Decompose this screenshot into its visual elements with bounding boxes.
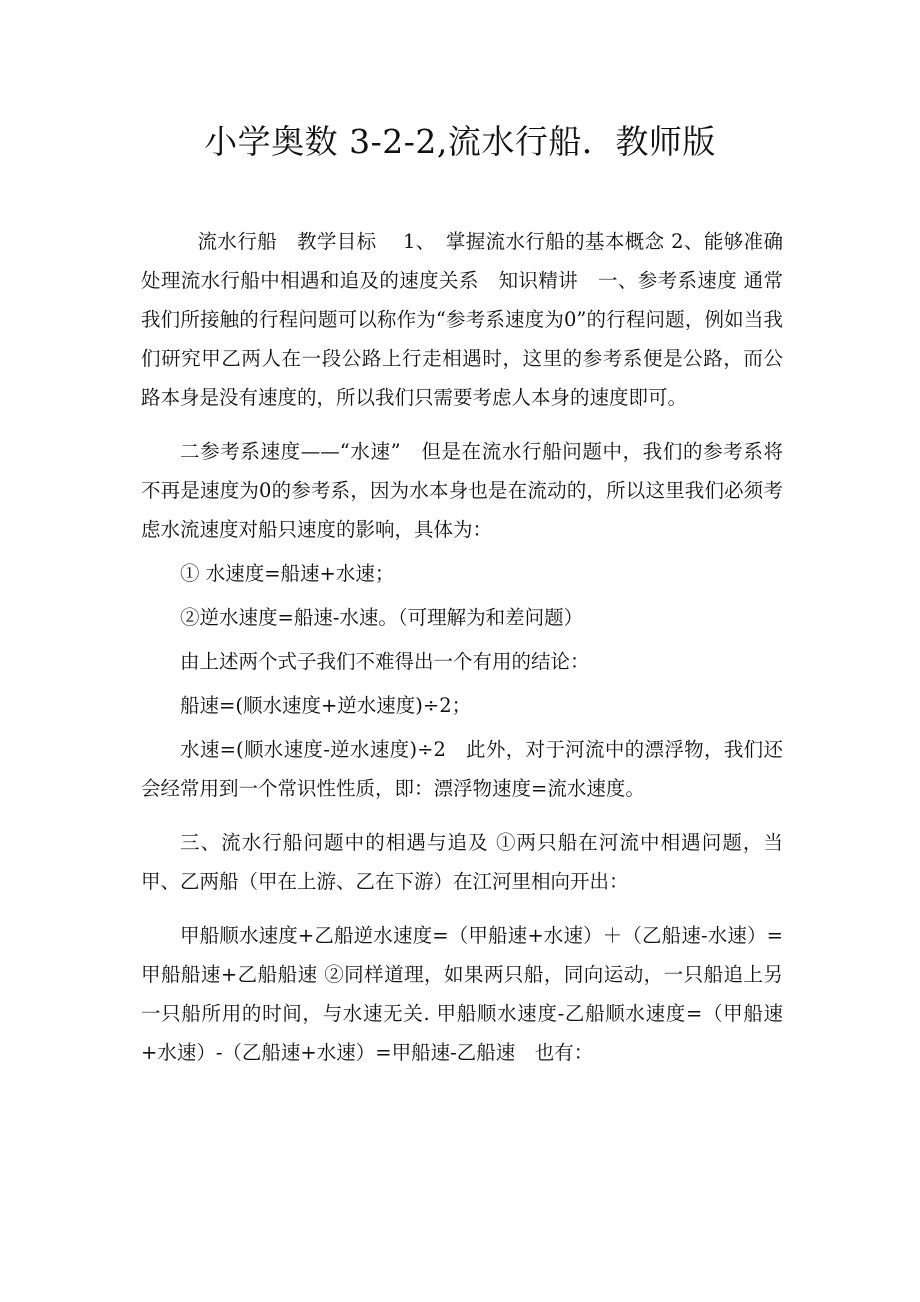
paragraph-two-boats: 甲船顺水速度+乙船逆水速度=（甲船速+水速）＋（乙船速-水速）=甲船船速+乙船船速 ②同样道理，如果两只船，同向运动，一只船追上另一只船所用的时间，与水速无关. 甲船顺水速度-乙船顺水速度=（甲船速+水速）-（乙船速+水速）=甲船速-乙船速 也有： [141,924,783,1064]
formula-boat-speed: 船速=(顺水速度+逆水速度)÷2； [180,694,472,717]
document-title: 小学奥数 3-2-2,流水行船．教师版 [204,122,716,161]
formula-water-speed: 水速=(顺水速度-逆水速度)÷2 此外，对于河流中的漂浮物，我们还会经常用到一个常识性性质，即：漂浮物速度=流水速度。 [141,738,783,800]
paragraph-reference-speed: 二参考系速度——“水速” 但是在流水行船问题中，我们的参考系将不再是速度为0的参考系，因为水本身也是在流动的，所以这里我们必须考虑水流速度对船只速度的影响，具体为： [141,440,783,541]
paragraph-intro: 流水行船 教学目标 1、 掌握流水行船的基本概念 2、能够准确处理流水行船中相遇和追及的速度关系 知识精讲 一、参考系速度 通常我们所接触的行程问题可以称作为“参考系速度为0”的行程问题，例如当我们研究甲乙两人在一段公路上行走相遇时，这里的参考系便是公路，而公路本身是没有速度的，所以我们只需要考虑人本身的速度即可。 [141,230,783,409]
document-body [141,222,783,1072]
formula-downstream: ① 水速度=船速+水速； [180,562,395,585]
formula-upstream: ②逆水速度=船速-水速。（可理解为和差问题） [180,606,584,629]
paragraph-conclusion-intro: 由上述两个式子我们不难得出一个有用的结论： [180,650,590,673]
paragraph-meeting-chasing: 三、流水行船问题中的相遇与追及 ①两只船在河流中相遇问题，当甲、乙两船（甲在上游、乙在下游）在江河里相向开出： [141,831,783,893]
